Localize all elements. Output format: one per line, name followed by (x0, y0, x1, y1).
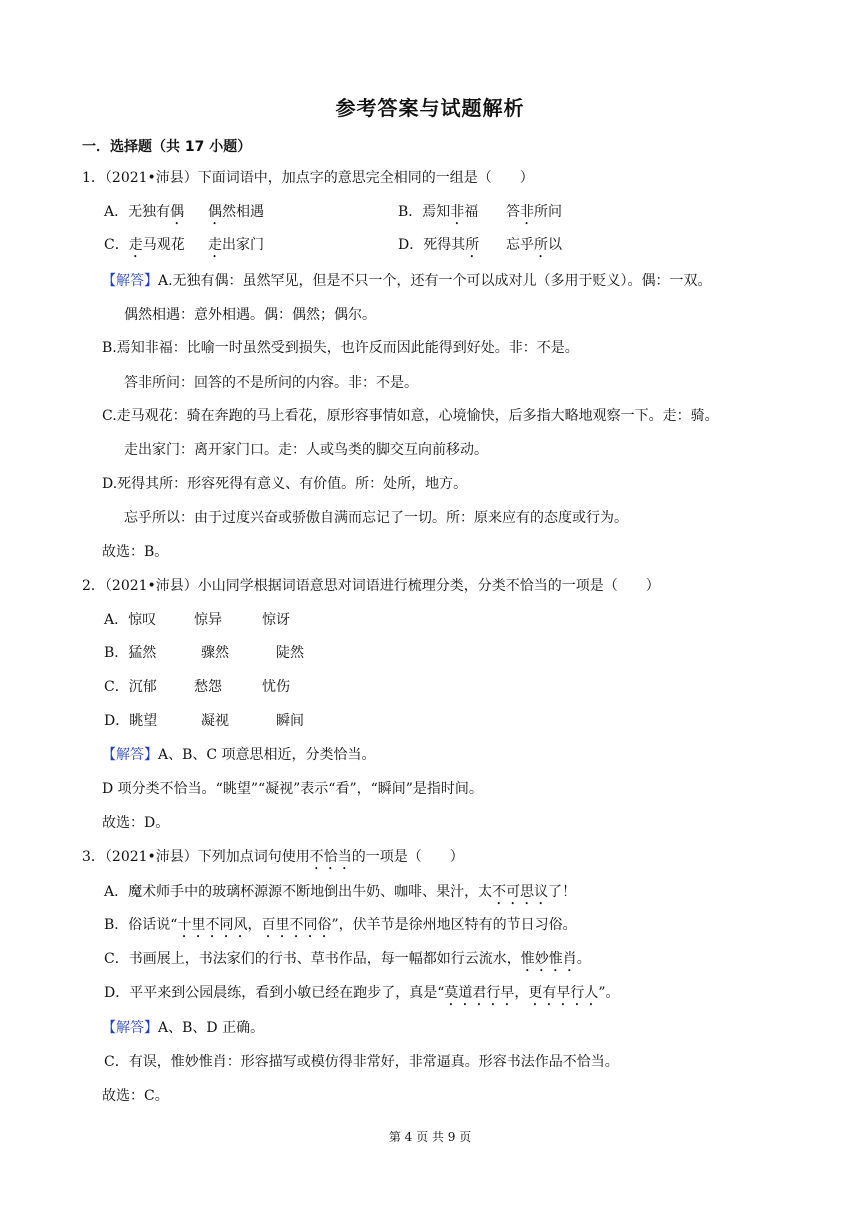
q2-option-a: A．惊叹 (104, 612, 157, 628)
q2-option-b: B．猛然 (104, 645, 157, 661)
answer-tag: 【解答】 (102, 1020, 158, 1036)
q1-option-a (104, 202, 184, 228)
q3-option-c: C．书画展上，书法家们的行书、草书作品，每一幅都如行云流水，惟妙惟肖。 (104, 951, 591, 967)
q1-result: 故选：B。 (102, 544, 169, 560)
q2-explanation-1: 【解答】A、B、C 项意思相近，分类恰当。 (102, 747, 376, 763)
q1-option-b (398, 202, 478, 228)
q1-b-word-2: 答非所问 (506, 204, 562, 220)
option-label: D． (398, 237, 424, 253)
q2-b-word-2: 骤然 (201, 645, 229, 661)
q1-a-word-1: 无独有偶 (128, 204, 185, 220)
q3-explanation-2: C．有误，惟妙惟肖：形容描写或模仿得非常好，非常逼真。形容书法作品不恰当。 (104, 1054, 619, 1070)
option-label: C． (104, 237, 129, 253)
section-heading: 一．选择题（共 17 小题） (82, 139, 252, 155)
q1-option-d (398, 235, 479, 261)
q1-explanation-8: 忘乎所以：由于过度兴奋或骄傲自满而忘记了一切。所：原来应有的态度或行为。 (124, 510, 628, 526)
q3-option-a: A．魔术师手中的玻璃杯源源不断地倒出牛奶、咖啡、果汁，太不可思议了！ (104, 884, 577, 900)
q3-result: 故选：C。 (102, 1088, 169, 1104)
q1-c-word-1: 走马观花 (128, 237, 185, 253)
q1-a-word-2: 偶然相遇 (208, 204, 264, 220)
q1-c-word-2: 走出家门 (208, 237, 264, 253)
q2-option-d: D．眺望 (104, 713, 158, 729)
q1-explanation-7: D.死得其所：形容死得有意义、有价值。所：处所，地方。 (102, 476, 468, 492)
q1-explanation-6: 走出家门：离开家门口。走：人或鸟类的脚交互向前移动。 (124, 442, 488, 458)
q1-explanation-4: 答非所问：回答的不是所问的内容。非：不是。 (124, 375, 418, 391)
q3-explanation-1: 【解答】A、B、D 正确。 (102, 1020, 265, 1036)
q1-explanation-2: 偶然相遇：意外相遇。偶：偶然；偶尔。 (124, 307, 376, 323)
q2-explanation-2: D 项分类不恰当。“眺望”“凝视”表示“看”，“瞬间”是指时间。 (102, 781, 483, 797)
q2-c-word-3: 忧伤 (262, 679, 290, 695)
page-footer: 第 4 页 共 9 页 (388, 1130, 472, 1144)
q1-explanation-5: C.走马观花：骑在奔跑的马上看花，原形容事情如意，心境愉快，后多指大略地观察一下。走：骑。 (102, 408, 719, 424)
q1-d-word-2: 忘乎所以 (506, 237, 562, 253)
q2-a-word-3: 惊讶 (262, 612, 290, 628)
q1-b-word-1: 焉知非福 (422, 204, 479, 220)
q2-c-word-2: 愁怨 (194, 679, 222, 695)
q1-option-c (104, 235, 185, 261)
q3-option-d: D．平平来到公园晨练，看到小敏已经在跑步了，真是“莫道君行早，更有早行人”。 (104, 985, 620, 1001)
q2-result: 故选：D。 (102, 815, 170, 831)
q3-option-b: B．俗话说“十里不同风，百里不同俗”，伏羊节是徐州地区特有的节日习俗。 (104, 917, 577, 933)
question-3-stem: 3．（2021•沛县）下列加点词句使用不恰当的一项是（ ） (82, 849, 464, 865)
q1-d-word-1: 死得其所 (423, 237, 480, 253)
question-2-stem: 2．（2021•沛县）小山同学根据词语意思对词语进行梳理分类，分类不恰当的一项是（ ） (82, 578, 660, 594)
q2-b-word-3: 陡然 (276, 645, 304, 661)
option-label: B． (398, 204, 423, 220)
answer-tag: 【解答】 (102, 747, 158, 763)
question-1-stem: 1．（2021•沛县）下面词语中，加点字的意思完全相同的一组是（ ） (82, 170, 534, 186)
q2-a-word-2: 惊异 (194, 612, 222, 628)
option-label: A． (104, 204, 129, 220)
q2-d-word-2: 凝视 (201, 713, 229, 729)
page-title: 参考答案与试题解析 (335, 96, 525, 120)
q2-option-c: C．沉郁 (104, 679, 157, 695)
q2-d-word-3: 瞬间 (276, 713, 304, 729)
answer-tag: 【解答】 (102, 273, 158, 289)
q1-explanation-3: B.焉知非福：比喻一时虽然受到损失，也许反而因此能得到好处。非：不是。 (102, 340, 579, 356)
q1-explanation-1: 【解答】A.无独有偶：虽然罕见，但是不只一个，还有一个可以成对儿（多用于贬义）。偶：一双。 (102, 273, 712, 289)
